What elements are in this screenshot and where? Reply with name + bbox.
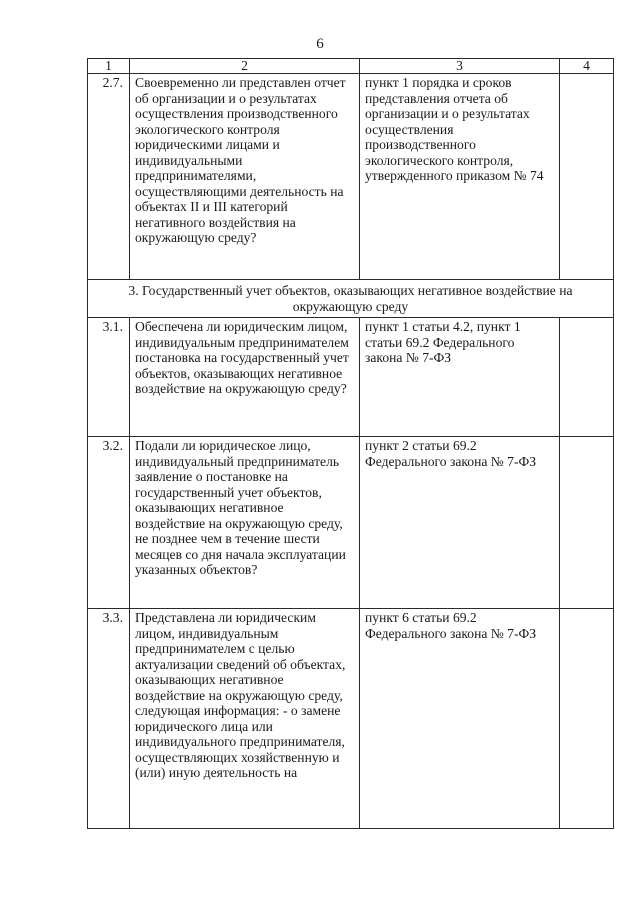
checklist-table [87,58,614,829]
row-question: Подали ли юридическое лицо, индивидуальный предприниматель заявление о постановке на государственный учет объектов, оказывающих негативное воздействие на окружающую среду, не позднее чем в течение шести месяцев со дня начала эксплуатации указанных объектов? [130,437,360,609]
section-heading-row [88,280,614,318]
row-question: Своевременно ли представлен отчет об организации и о результатах осуществления производственного экологического контроля юридическими лицами и индивидуальными предпринимателями, осуществляющими деятельность на объектах II и III категорий негативного воздействия на окружающую среду? [130,74,360,280]
row-reference: пункт 1 порядка и сроков представления отчета об организации и о результатах осуществления производственного экологического контроля, утвержденного приказом № 74 [360,74,560,280]
table-row [88,318,614,437]
table-row [88,437,614,609]
column-header: 1 [88,59,130,74]
row-note [560,74,614,280]
row-number: 3.3. [88,609,130,829]
row-reference: пункт 1 статьи 4.2, пункт 1 статьи 69.2 Федерального закона № 7-ФЗ [360,318,560,437]
row-number: 2.7. [88,74,130,280]
row-note [560,318,614,437]
row-question: Представлена ли юридическим лицом, индивидуальным предпринимателем с целью актуализации сведений об объектах, оказывающих негативное воздействие на окружающую среду, следующая информация: - о замене юридического лица или индивидуального предпринимателя, осуществляющих хозяйственную и (или) иную деятельность на [130,609,360,829]
column-header: 3 [360,59,560,74]
table-row [88,609,614,829]
column-header: 2 [130,59,360,74]
row-number: 3.1. [88,318,130,437]
row-question: Обеспечена ли юридическим лицом, индивидуальным предпринимателем постановка на государственный учет объектов, оказывающих негативное воздействие на окружающую среду? [130,318,360,437]
row-reference: пункт 2 статьи 69.2 Федерального закона № 7-ФЗ [360,437,560,609]
table-row [88,74,614,280]
row-reference: пункт 6 статьи 69.2 Федерального закона № 7-ФЗ [360,609,560,829]
table-header-row [88,59,614,74]
page-number: 6 [316,36,324,52]
row-note [560,437,614,609]
section-heading: 3. Государственный учет объектов, оказывающих негативное воздействие на окружающую среду [88,280,614,318]
row-number: 3.2. [88,437,130,609]
row-note [560,609,614,829]
column-header: 4 [560,59,614,74]
